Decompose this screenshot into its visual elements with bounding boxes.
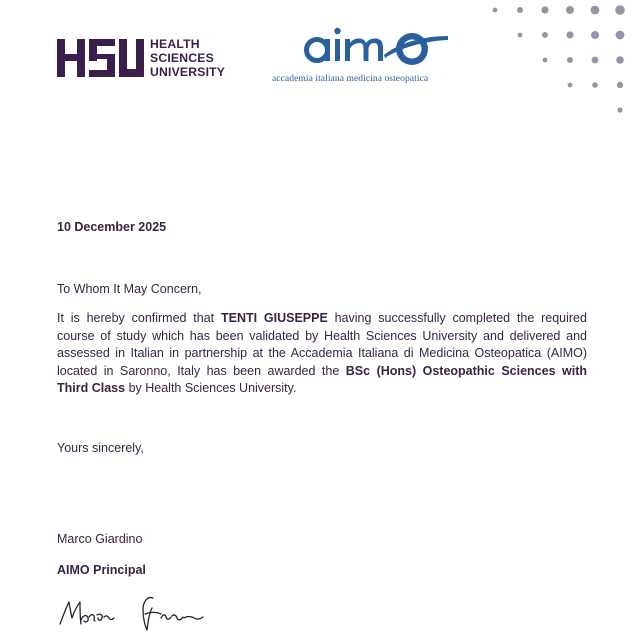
signer-title: AIMO Principal [57,563,146,577]
aimo-logo [272,22,472,86]
body-intro: It is hereby confirmed that [57,311,215,325]
hsu-name-line-3: UNIVERSITY [150,65,226,80]
body-line-2: course of study which has been validated by Health Sciences University and delivered and [57,328,587,343]
hsu-monogram-icon [57,37,145,79]
award-class: Third Class [57,381,126,396]
hsu-logo [57,37,237,81]
body-line-3: assessed in Italian in partnership at the Accademia Italiana di Medicina Osteopatica (AIMO) [57,346,587,361]
student-name: TENTI GIUSEPPE [220,311,328,325]
body-line-4 [57,363,587,381]
decorative-dots-icon [480,0,640,120]
hsu-name-line-2: SCIENCES [150,51,214,66]
body-line4-pre: located in Saronno, Italy has been awarded the [57,363,340,378]
aimo-wordmark-icon [272,22,472,72]
closing: Yours sincerely, [57,441,144,455]
letter-date: 10 December 2025 [57,220,167,234]
award-title: BSc (Hons) Osteopathic Sciences with [345,363,587,378]
signer-name: Marco Giardino [57,532,143,546]
body-part1: having successfully completed the required [334,311,587,325]
body-line-5 [57,380,587,398]
aimo-tagline: accademia italiana medicina osteopatica [272,73,429,84]
hsu-name [150,37,225,80]
signature-icon [57,588,207,636]
salutation: To Whom It May Concern, [57,282,202,296]
body-tail: by Health Sciences University. [128,381,297,396]
body-line-1 [57,310,587,328]
hsu-name-line-1: HEALTH [150,37,200,51]
body-paragraph [57,310,587,398]
